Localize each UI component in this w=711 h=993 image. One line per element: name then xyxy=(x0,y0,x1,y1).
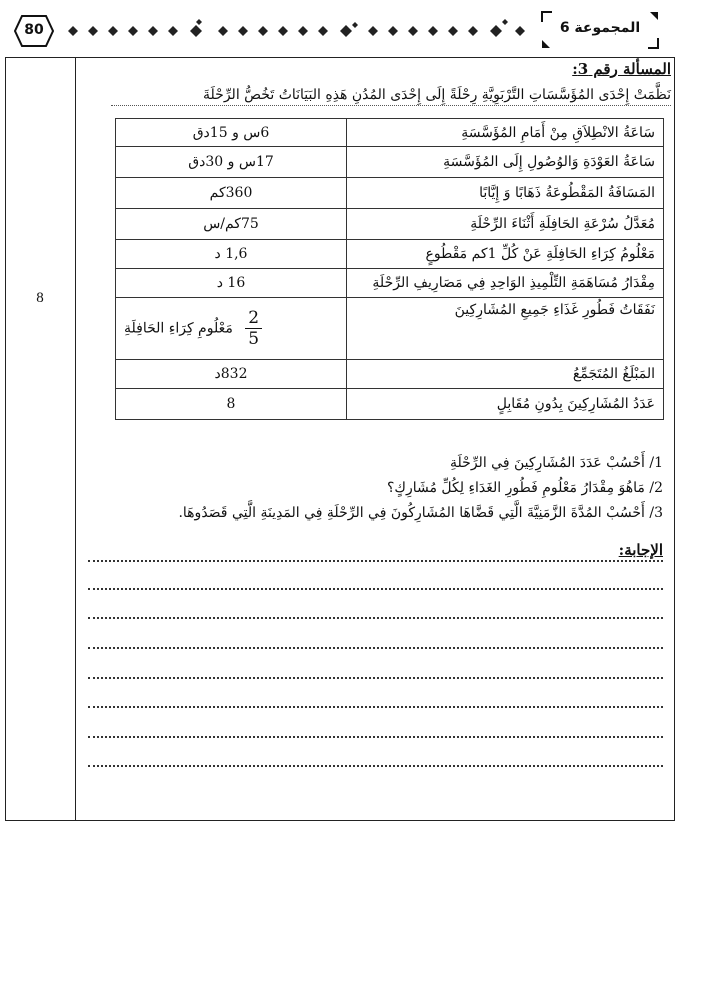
answer-label: الإجابة: xyxy=(618,541,663,559)
answer-line[interactable] xyxy=(88,677,663,679)
fraction-denominator: 5 xyxy=(248,329,260,349)
row-value xyxy=(116,298,347,360)
trip-data-table xyxy=(115,118,664,420)
question-list xyxy=(83,451,663,526)
fraction xyxy=(245,308,262,349)
table-row xyxy=(116,119,664,147)
table-row xyxy=(116,298,664,360)
table-row xyxy=(116,389,664,420)
row-label: نَفَقَاتُ فَطُورِ غَذَاءِ جَمِيعِ المُشَارِكِينَ xyxy=(347,298,664,360)
question-3: 3/ أَحْسُبْ المُدَّةَ الزَّمَنِيَّةَ الَّتِي قَضَّاهَا المُشَارِكُونَ فِي الرِّحْلَةِ فِي المَدِينَةِ الَّتِي قَصَدُوهَا. xyxy=(178,505,663,521)
page-number-badge xyxy=(14,14,54,48)
row-label: سَاعَةُ الانْطِلاَقِ مِنْ أَمَامِ المُؤَسَّسَةِ xyxy=(347,119,664,147)
answer-line[interactable] xyxy=(88,736,663,738)
row-value: 17س و 30دق xyxy=(116,147,347,178)
row-label: المَبْلَغُ المُتَجَمِّعُ xyxy=(347,360,664,389)
answer-line[interactable] xyxy=(88,617,663,619)
row-label: سَاعَةُ العَوْدَةِ وَالوُصُولِ إِلَى المُؤَسَّسَةِ xyxy=(347,147,664,178)
problem-title: المسألة رقم 3: xyxy=(572,60,671,78)
row-value: 360كم xyxy=(116,178,347,209)
page-number: 80 xyxy=(24,22,44,38)
row-label: مُعَدَّلُ سُرْعَةِ الحَافِلَةِ أَثْنَاءَ الرِّحْلَةِ xyxy=(347,209,664,240)
group-label-text: المجموعة 6 xyxy=(559,20,641,36)
answer-line[interactable] xyxy=(88,765,663,767)
question-1: 1/ أَحْسُبْ عَدَدَ المُشَارِكِينَ فِي الرِّحْلَةِ xyxy=(450,455,663,471)
answer-line[interactable] xyxy=(88,588,663,590)
question-2: 2/ مَاهُوَ مِقْدَارُ مَعْلُومِ فَطُورِ الغَدَاءِ لِكُلِّ مُشَارِكٍ؟ xyxy=(386,480,663,496)
table-row xyxy=(116,209,664,240)
table-row xyxy=(116,147,664,178)
row-label: مِقْدَارُ مُسَاهَمَةِ التِّلْمِيذِ الوَاحِدِ فِي مَصَارِيفِ الرِّحْلَةِ xyxy=(347,269,664,298)
row-value: 8 xyxy=(116,389,347,420)
table-row xyxy=(116,269,664,298)
row-label: عَدَدُ المُشَارِكِينَ بِدُونِ مُقَابِلٍ xyxy=(347,389,664,420)
row-value: 6س و 15دق xyxy=(116,119,347,147)
answer-line[interactable] xyxy=(88,706,663,708)
row-value: 75كم/س xyxy=(116,209,347,240)
diamond-ornament xyxy=(60,16,530,46)
row-value-text: مَعْلُومِ كِرَاءِ الحَافِلَةِ xyxy=(124,320,233,337)
row-label: المَسَافَةُ المَقْطُوعَةُ ذَهَابًا وَ إِيَّابًا xyxy=(347,178,664,209)
group-label xyxy=(540,10,660,50)
fraction-numerator: 2 xyxy=(245,308,262,329)
answer-line[interactable] xyxy=(88,560,663,562)
points-value: 8 xyxy=(36,290,44,306)
row-label: مَعْلُومُ كِرَاءِ الحَافِلَةِ عَنْ كُلِّ 1كم مَقْطُوعٍ xyxy=(347,240,664,269)
row-value: 16 د xyxy=(116,269,347,298)
answer-line[interactable] xyxy=(88,647,663,649)
row-value: 1,6 د xyxy=(116,240,347,269)
margin-divider xyxy=(75,57,76,821)
table-row xyxy=(116,360,664,389)
problem-intro: نَظَّمَتْ إِحْدَى المُؤَسَّسَاتِ التَّرْبَوِيَّةِ رِحْلَةً إِلَى إِحْدَى المُدُنِ هَذِهِ البَيَانَاتُ تَخُصُّ الرِّحْلَةَ xyxy=(111,87,671,106)
table-row xyxy=(116,178,664,209)
table-row xyxy=(116,240,664,269)
row-value: 832د xyxy=(116,360,347,389)
